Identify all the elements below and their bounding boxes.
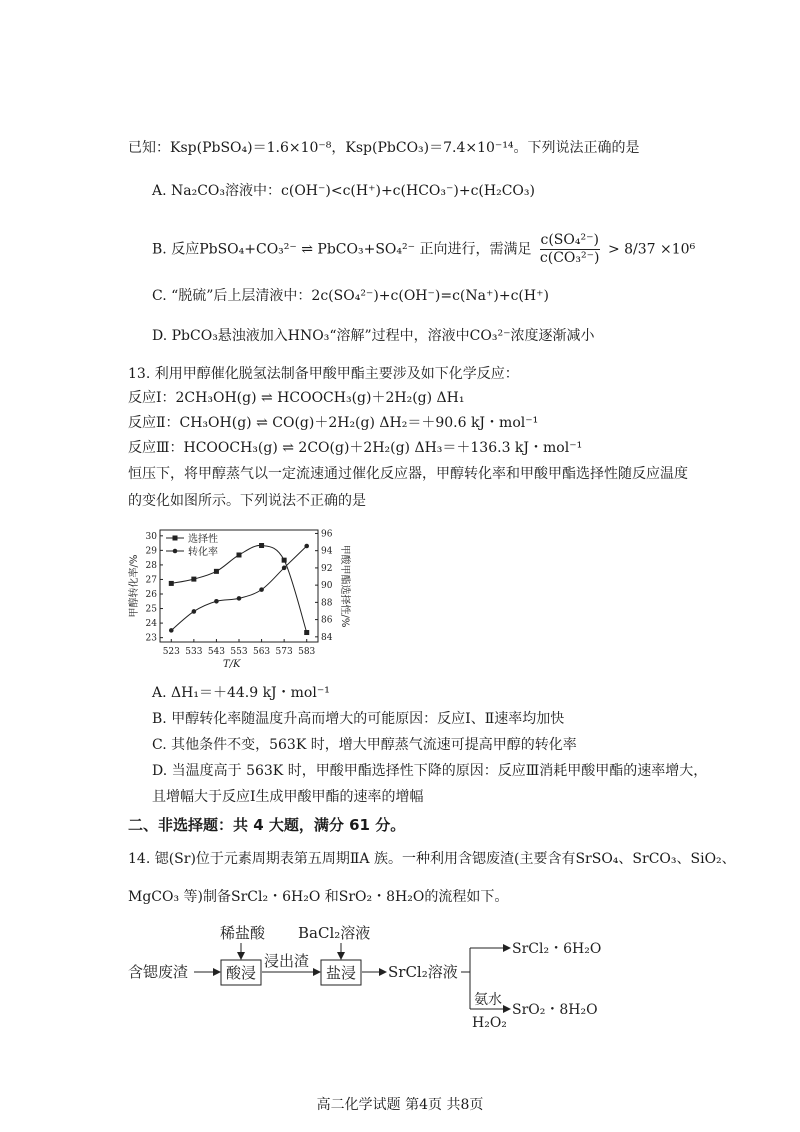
x-tick-label: 553 xyxy=(230,647,248,657)
flow-residue-label: 浸出渣 xyxy=(264,952,310,970)
conversion-point xyxy=(169,628,174,633)
flow-product-sro2: SrO₂・8H₂O xyxy=(512,1002,598,1018)
q14-line2: MgCO₃ 等)制备SrCl₂・6H₂O 和SrO₂・8H₂O的流程如下。 xyxy=(128,889,509,905)
y-right-tick-label: 90 xyxy=(321,581,333,592)
fraction-numerator: c(SO₄²⁻) xyxy=(540,232,599,248)
y-right-tick-label: 92 xyxy=(321,563,333,574)
flow-solution: SrCl₂溶液 xyxy=(388,963,458,981)
fraction-denominator: c(CO₃²⁻) xyxy=(539,250,600,266)
y-axis-right-label: 甲酸甲酯选择性/% xyxy=(339,544,350,628)
x-tick-label: 543 xyxy=(207,647,226,657)
conversion-point xyxy=(192,609,197,614)
q13-option-d-line2: 且增幅大于反应Ⅰ生成甲酸甲酯的速率的增幅 xyxy=(152,789,424,805)
q12-option-b xyxy=(152,232,695,267)
q13-option-d-line1: D. 当温度高于 563K 时，甲酸甲酯选择性下降的原因：反应Ⅲ消耗甲酸甲酯的速率增大， xyxy=(152,763,708,779)
flow-box-salt-leach-label: 盐浸 xyxy=(326,964,357,982)
selectivity-point xyxy=(191,577,196,582)
conversion-point xyxy=(304,544,309,549)
y-left-tick-label: 30 xyxy=(145,531,157,542)
y-right-tick-label: 96 xyxy=(321,529,333,540)
y-left-tick-label: 23 xyxy=(145,633,157,644)
flow-start: 含锶废渣 xyxy=(128,963,189,981)
q13-option-a: A. ΔH₁＝＋44.9 kJ・mol⁻¹ xyxy=(152,685,330,701)
legend-circle-marker xyxy=(173,549,178,554)
x-tick-label: 533 xyxy=(185,647,203,657)
y-right-tick-label: 94 xyxy=(321,546,333,557)
selectivity-point xyxy=(304,630,309,635)
selectivity-point xyxy=(282,558,287,563)
legend xyxy=(166,532,218,558)
y-left-tick-label: 29 xyxy=(145,546,157,557)
section-heading: 二、非选择题：共 4 大题，满分 61 分。 xyxy=(128,816,406,834)
q12-option-a: A. Na₂CO₃溶液中：c(OH⁻)<c(H⁺)+c(HCO₃⁻)+c(H₂CO₃) xyxy=(152,183,535,199)
q12-given: 已知：Ksp(PbSO₄)＝1.6×10⁻⁸，Ksp(PbCO₃)＝7.4×10⁻¹⁴。下列说法正确的是 xyxy=(128,140,640,156)
q12-option-d: D. PbCO₃悬浊液加入HNO₃“溶解”过程中，溶液中CO₃²⁻浓度逐渐减小 xyxy=(152,328,595,344)
conversion-point xyxy=(214,599,219,604)
q13-stem: 13. 利用甲醇催化脱氢法制备甲酸甲酯主要涉及如下化学反应： xyxy=(128,366,519,382)
y-left-tick-label: 26 xyxy=(145,590,157,600)
q13-reaction-1: 反应Ⅰ：2CH₃OH(g) ⇌ HCOOCH₃(g)＋2H₂(g) ΔH₁ xyxy=(128,390,465,406)
x-axis-label: T/K xyxy=(223,659,241,670)
plot-frame xyxy=(160,530,318,642)
x-tick-label: 523 xyxy=(162,647,180,657)
q13-reaction-2: 反应Ⅱ：CH₃OH(g) ⇌ CO(g)＋2H₂(g) ΔH₂＝＋90.6 kJ・mol⁻¹ xyxy=(128,415,539,431)
legend-square-marker xyxy=(173,536,178,541)
y-right-tick-label: 88 xyxy=(321,598,333,609)
q13-condition-line1: 恒压下，将甲醇蒸气以一定流速通过催化反应器，甲醇转化率和甲酸甲酯选择性随反应温度 xyxy=(128,466,688,482)
q12-option-b-text: B. 反应PbSO₄+CO₃²⁻ ⇌ PbCO₃+SO₄²⁻ 正向进行，需满足 xyxy=(152,241,532,258)
conversion-point xyxy=(282,566,287,571)
legend-label-conversion: 转化率 xyxy=(188,547,218,558)
process-flow-diagram xyxy=(128,924,608,1034)
x-tick-label: 563 xyxy=(252,647,271,657)
fraction xyxy=(540,232,600,267)
y-left-tick-label: 25 xyxy=(145,604,157,615)
q14-line1: 14. 锶(Sr)位于元素周期表第五周期ⅡA 族。一种利用含锶废渣(主要含有SrSO₄、SrCO₃、SiO₂、 xyxy=(128,851,736,867)
y-left-tick-label: 24 xyxy=(145,619,157,630)
conversion-selectivity-chart xyxy=(128,522,348,672)
selectivity-point xyxy=(169,581,174,586)
legend-label-selectivity: 选择性 xyxy=(188,534,218,545)
q12-option-c: C. “脱硫”后上层清液中：2c(SO₄²⁻)+c(OH⁻)=c(Na⁺)+c(H⁺) xyxy=(152,288,549,304)
y-left-tick-label: 28 xyxy=(145,560,157,571)
selectivity-point xyxy=(214,569,219,574)
page-footer: 高二化学试题 第4页 共8页 xyxy=(316,1097,484,1113)
flow-reagent-bacl2: BaCl₂溶液 xyxy=(298,924,371,942)
selectivity-point xyxy=(259,543,264,548)
conversion-point xyxy=(259,587,264,592)
y-axis-left-label: 甲醇转化率/% xyxy=(129,554,140,618)
flow-box-acid-leach-label: 酸浸 xyxy=(226,964,257,982)
y-right-tick-label: 84 xyxy=(321,632,333,643)
x-tick-label: 583 xyxy=(298,647,316,657)
q13-condition-line2: 的变化如图所示。下列说法不正确的是 xyxy=(128,493,366,509)
flow-reagent-hcl: 稀盐酸 xyxy=(220,924,266,942)
q13-option-b: B. 甲醇转化率随温度升高而增大的可能原因：反应Ⅰ、Ⅱ速率均加快 xyxy=(152,711,565,727)
q12-option-b-condition: > 8/37 ×10⁶ xyxy=(607,241,696,258)
y-right-tick-label: 86 xyxy=(321,615,333,626)
flow-reagent-ammonia: 氨水 xyxy=(474,992,502,1008)
q13-reaction-3: 反应Ⅲ：HCOOCH₃(g) ⇌ 2CO(g)＋2H₂(g) ΔH₃＝＋136.3 kJ・mol⁻¹ xyxy=(128,440,583,456)
y-left-tick-label: 27 xyxy=(145,575,157,586)
selectivity-point xyxy=(237,552,242,557)
conversion-point xyxy=(237,596,242,601)
x-tick-label: 573 xyxy=(275,647,293,657)
q13-option-c: C. 其他条件不变，563K 时，增大甲醇蒸气流速可提高甲醇的转化率 xyxy=(152,737,577,753)
flow-product-srcl2: SrCl₂・6H₂O xyxy=(512,941,602,957)
flow-reagent-h2o2: H₂O₂ xyxy=(472,1015,507,1031)
